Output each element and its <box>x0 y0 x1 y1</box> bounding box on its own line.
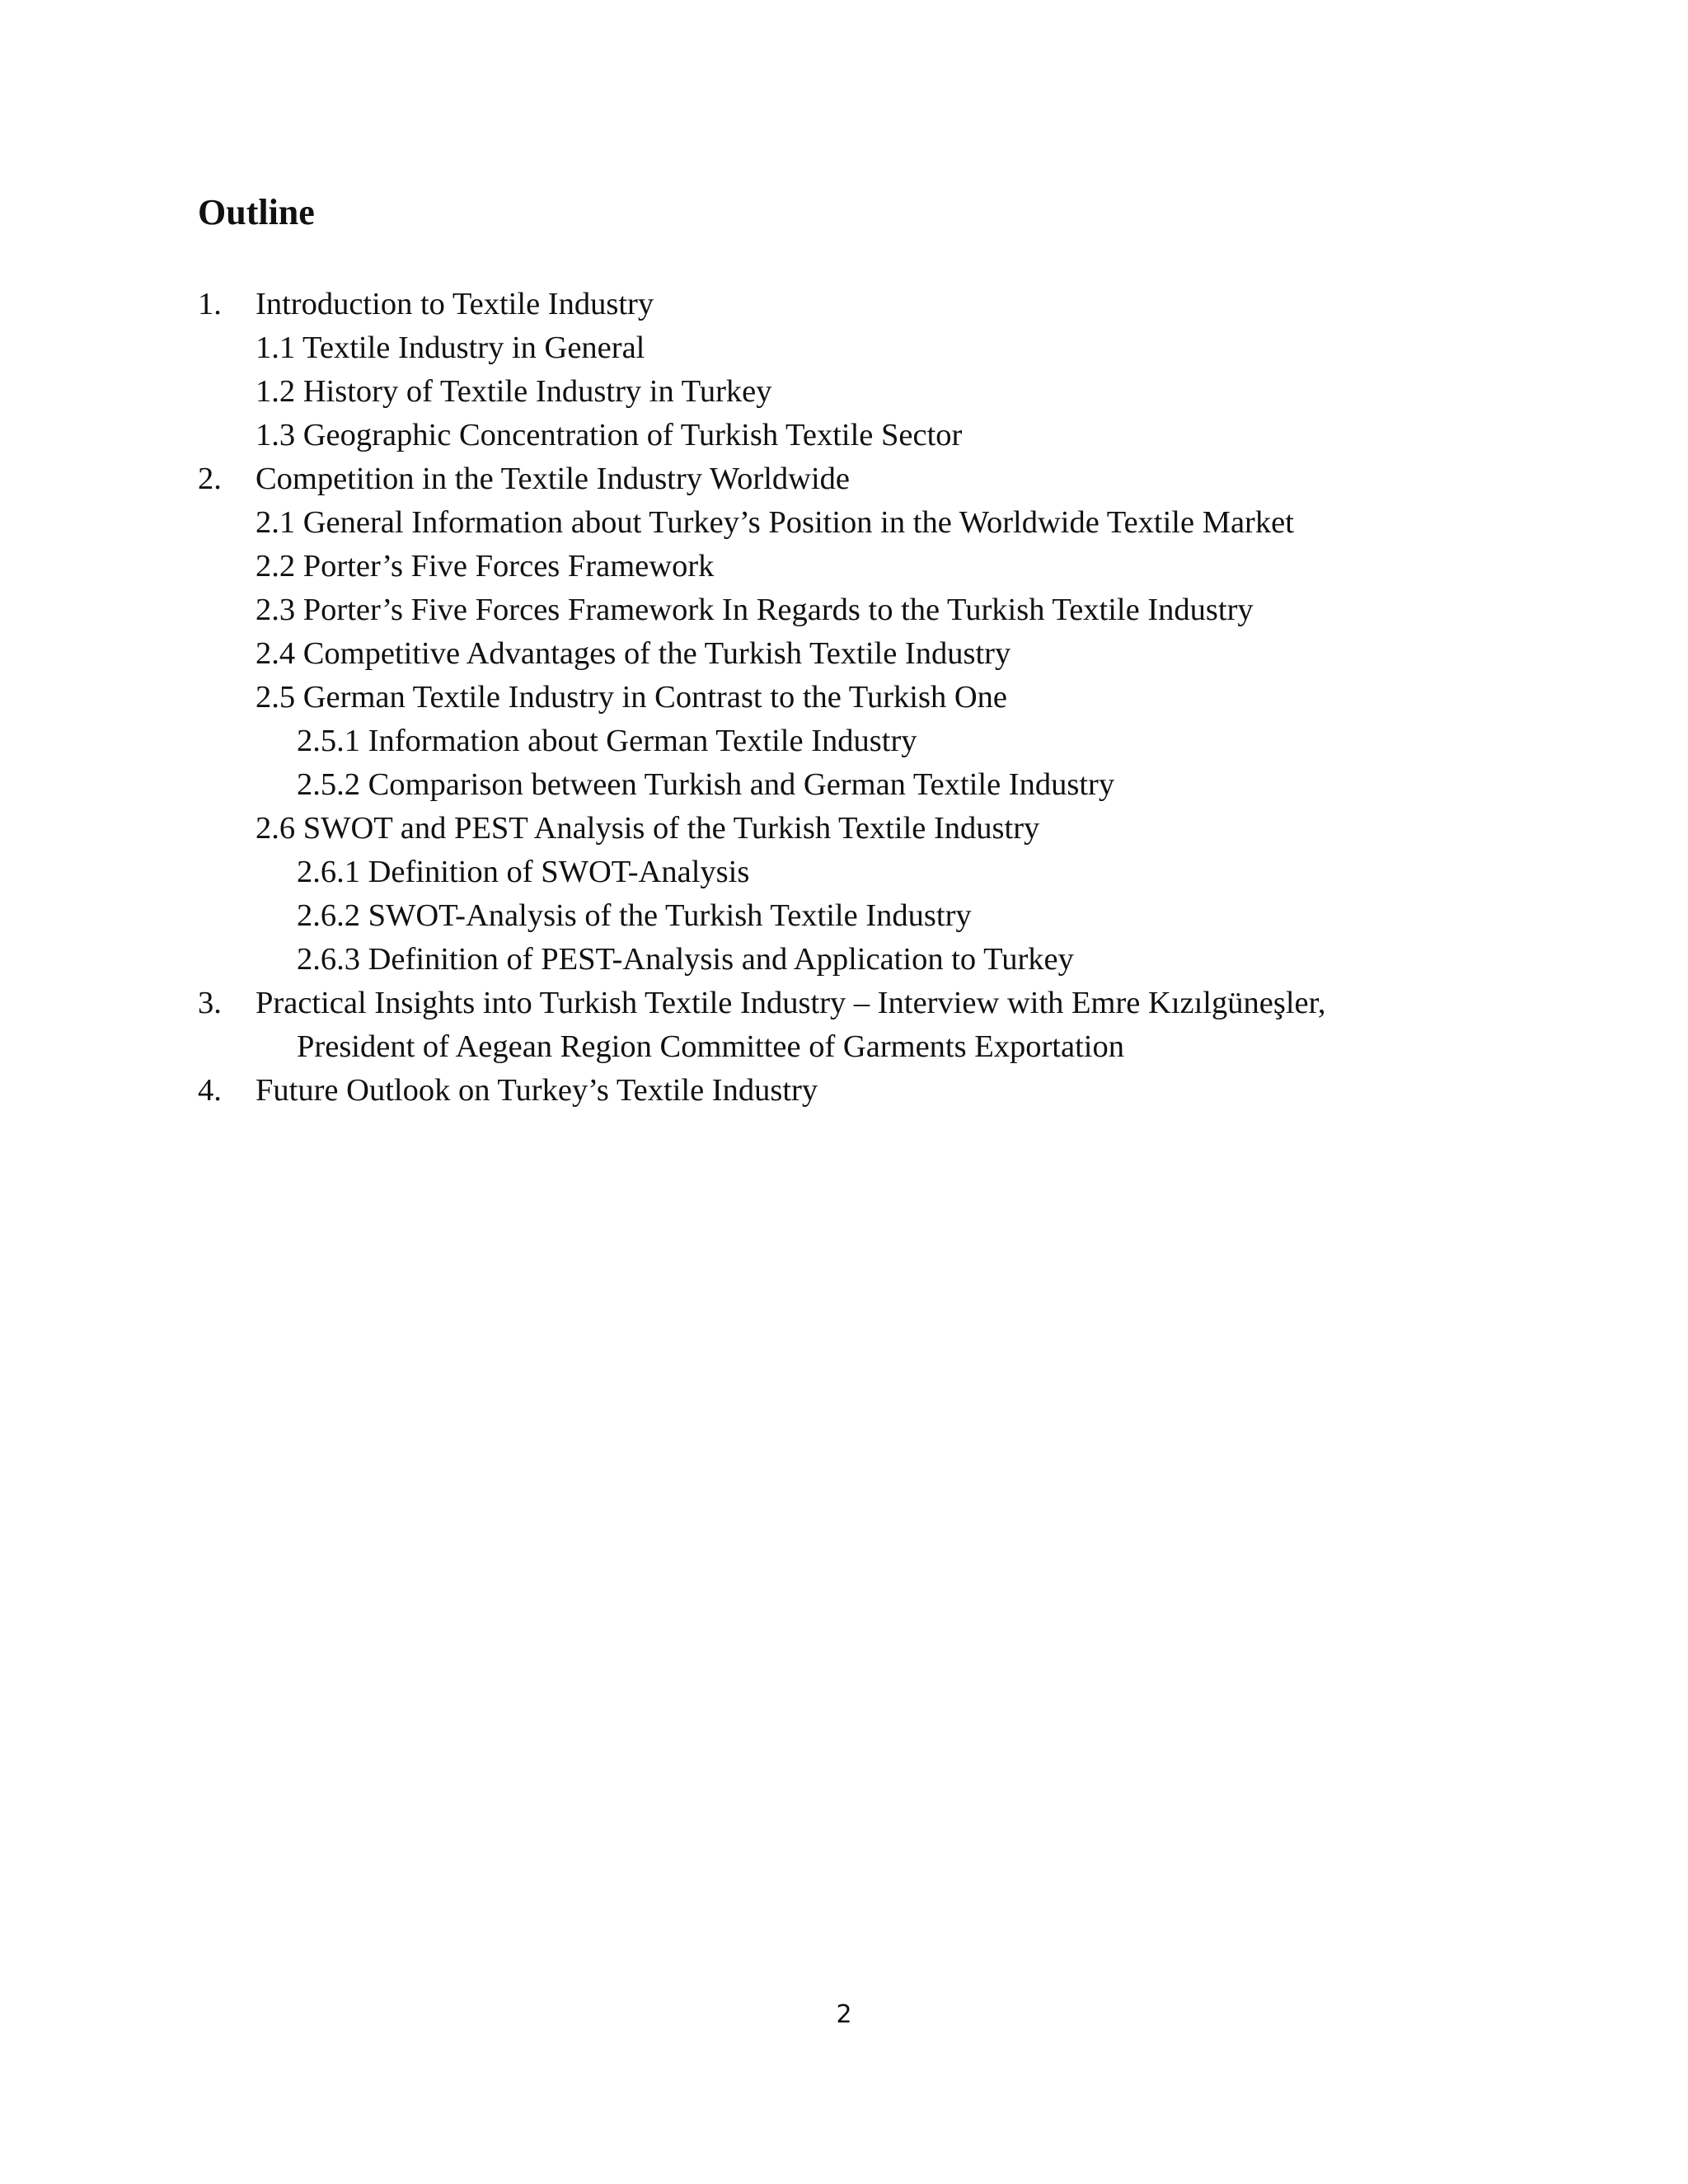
page-title: Outline <box>198 192 315 232</box>
outline-section-3-continuation: President of Aegean Region Committee of Garments Exportation <box>297 1029 1124 1064</box>
section-label: Practical Insights into Turkish Textile Industry – Interview with Emre Kızılgüneşler, <box>256 986 1326 1020</box>
section-label: Introduction to Textile Industry <box>256 287 654 321</box>
outline-subsection-2-5: 2.5 German Textile Industry in Contrast to the Turkish One <box>256 680 1007 715</box>
section-label: Future Outlook on Turkey’s Textile Industry <box>256 1073 818 1108</box>
outline-subsection-2-5-1: 2.5.1 Information about German Textile Industry <box>297 724 917 758</box>
outline-subsection-2-6-2: 2.6.2 SWOT-Analysis of the Turkish Textile Industry <box>297 898 972 933</box>
outline-subsection-1-3: 1.3 Geographic Concentration of Turkish Textile Sector <box>256 418 963 452</box>
outline-subsection-2-6-1: 2.6.1 Definition of SWOT-Analysis <box>297 855 750 889</box>
outline-subsection-2-3: 2.3 Porter’s Five Forces Framework In Regards to the Turkish Textile Industry <box>256 593 1254 627</box>
outline-subsection-2-6-3: 2.6.3 Definition of PEST-Analysis and Application to Turkey <box>297 942 1074 977</box>
section-number: 4. <box>198 1073 222 1108</box>
outline-subsection-1-2: 1.2 History of Textile Industry in Turkey <box>256 374 772 409</box>
page-number: 2 <box>836 2000 852 2029</box>
section-number: 2. <box>198 462 222 496</box>
outline-subsection-1-1: 1.1 Textile Industry in General <box>256 330 645 365</box>
outline-subsection-2-4: 2.4 Competitive Advantages of the Turkish Textile Industry <box>256 636 1011 671</box>
outline-subsection-2-5-2: 2.5.2 Comparison between Turkish and German Textile Industry <box>297 767 1115 802</box>
section-number: 1. <box>198 287 222 321</box>
outline-subsection-2-6: 2.6 SWOT and PEST Analysis of the Turkish Textile Industry <box>256 811 1040 846</box>
outline-subsection-2-2: 2.2 Porter’s Five Forces Framework <box>256 549 715 583</box>
outline-subsection-2-1: 2.1 General Information about Turkey’s Position in the Worldwide Textile Market <box>256 505 1294 540</box>
section-number: 3. <box>198 986 222 1020</box>
section-label: Competition in the Textile Industry Worldwide <box>256 462 850 496</box>
